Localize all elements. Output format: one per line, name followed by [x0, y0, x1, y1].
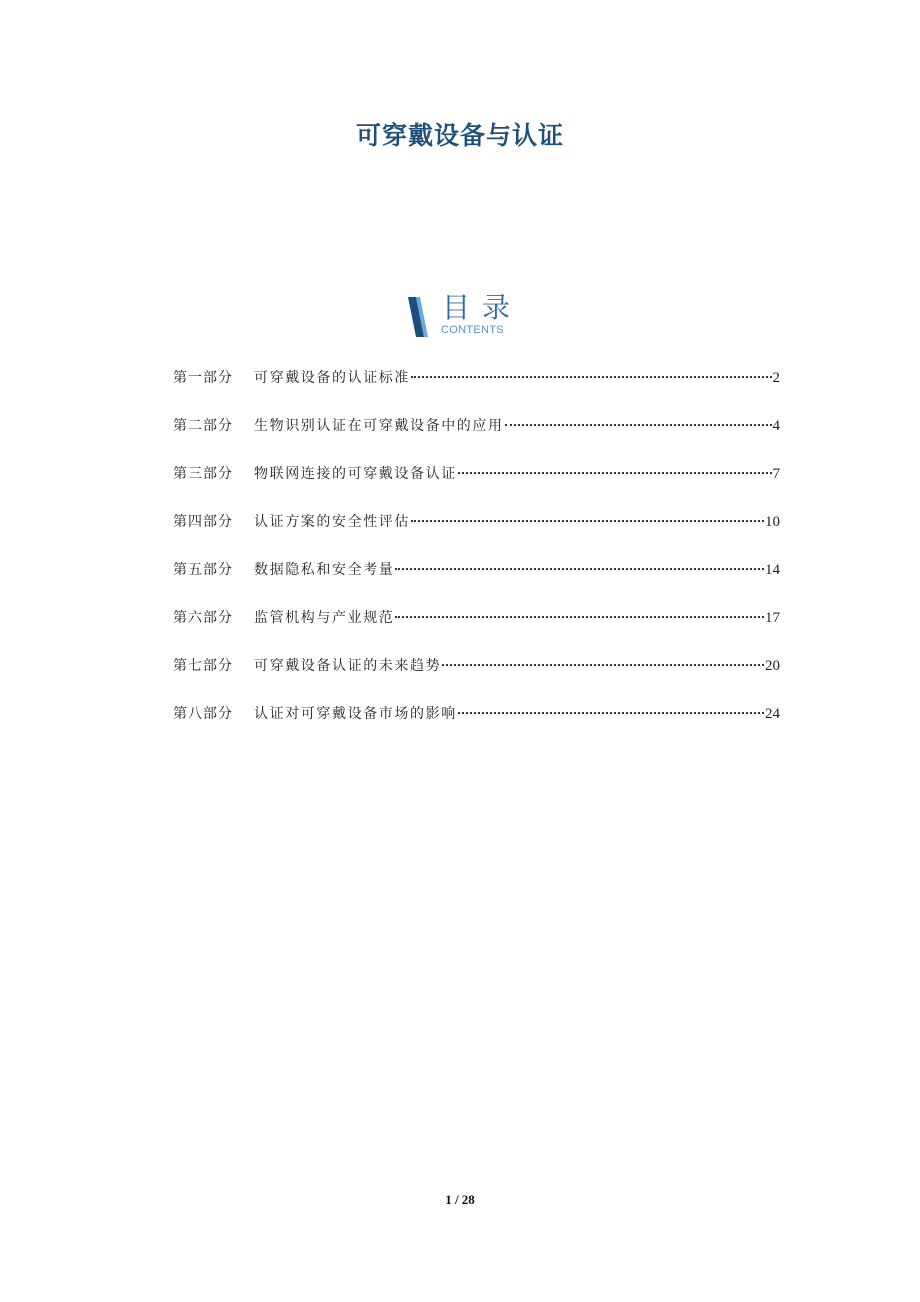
- toc-entry-title[interactable]: 可穿戴设备的认证标准: [254, 370, 410, 386]
- toc-page-number[interactable]: 17: [765, 610, 780, 626]
- toc-part-label: 第二部分: [173, 418, 233, 434]
- toc-list: [173, 368, 780, 752]
- dot-leader: [458, 472, 772, 474]
- toc-part-label: 第一部分: [173, 370, 233, 386]
- toc-part-label: 第四部分: [173, 514, 233, 530]
- book-spine-icon: [405, 295, 431, 339]
- toc-page-number[interactable]: 24: [765, 706, 780, 722]
- dot-leader: [411, 376, 772, 378]
- toc-page-number[interactable]: 14: [765, 562, 780, 578]
- dot-leader: [442, 664, 764, 666]
- toc-page-number[interactable]: 4: [772, 418, 780, 434]
- toc-entry-title[interactable]: 数据隐私和安全考量: [254, 562, 395, 578]
- toc-entry[interactable]: [173, 416, 780, 464]
- toc-entry[interactable]: [173, 704, 780, 752]
- toc-entry-title[interactable]: 可穿戴设备认证的未来趋势: [254, 658, 442, 674]
- page-indicator: 1 / 28: [445, 1192, 475, 1207]
- toc-part-label: 第八部分: [173, 706, 233, 722]
- document-title: 可穿戴设备与认证: [355, 121, 564, 150]
- toc-subheading: CONTENTS: [441, 324, 504, 336]
- dot-leader: [395, 568, 764, 570]
- dot-leader: [395, 616, 764, 618]
- dot-leader: [505, 424, 772, 426]
- toc-header: [405, 293, 525, 341]
- toc-entry[interactable]: [173, 512, 780, 560]
- toc-part-label: 第六部分: [173, 610, 233, 626]
- dot-leader: [411, 520, 764, 522]
- toc-entry-title[interactable]: 认证对可穿戴设备市场的影响: [254, 706, 457, 722]
- toc-page-number[interactable]: 10: [765, 514, 780, 530]
- toc-entry-title[interactable]: 认证方案的安全性评估: [254, 514, 410, 530]
- toc-entry[interactable]: [173, 560, 780, 608]
- toc-entry[interactable]: [173, 368, 780, 416]
- toc-page-number[interactable]: 2: [772, 370, 780, 386]
- toc-entry[interactable]: [173, 608, 780, 656]
- toc-entry[interactable]: [173, 464, 780, 512]
- toc-entry-title[interactable]: 生物识别认证在可穿戴设备中的应用: [254, 418, 504, 434]
- toc-page-number[interactable]: 20: [765, 658, 780, 674]
- toc-entry[interactable]: [173, 656, 780, 704]
- toc-heading: 目录: [442, 291, 523, 324]
- toc-page-number[interactable]: 7: [772, 466, 780, 482]
- toc-entry-title[interactable]: 物联网连接的可穿戴设备认证: [254, 466, 457, 482]
- toc-part-label: 第五部分: [173, 562, 233, 578]
- toc-part-label: 第七部分: [173, 658, 233, 674]
- toc-entry-title[interactable]: 监管机构与产业规范: [254, 610, 395, 626]
- toc-part-label: 第三部分: [173, 466, 233, 482]
- dot-leader: [458, 712, 764, 714]
